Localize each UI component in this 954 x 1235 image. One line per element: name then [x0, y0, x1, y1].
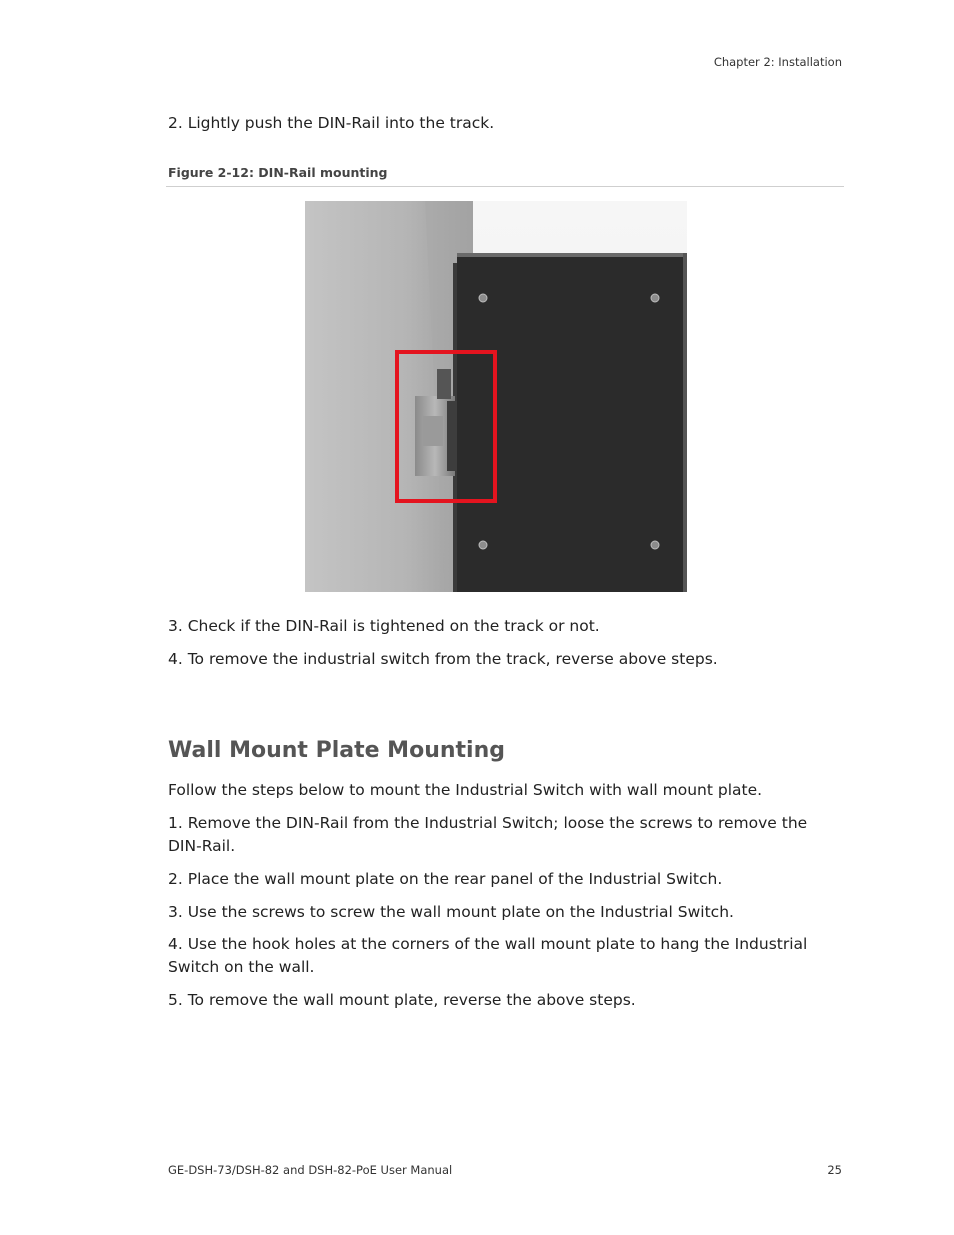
- section-heading: Wall Mount Plate Mounting: [168, 738, 505, 763]
- din-rail-mounting-photo: [305, 201, 687, 592]
- figure-caption: Figure 2-12: DIN-Rail mounting: [168, 165, 388, 180]
- wall-step-5: 5. To remove the wall mount plate, reverse the above steps.: [168, 991, 636, 1009]
- step-3-text: 3. Check if the DIN-Rail is tightened on the track or not.: [168, 617, 600, 635]
- caption-divider: [166, 186, 844, 187]
- wall-step-4: 4. Use the hook holes at the corners of the wall mount plate to hang the Industrial Switch on the wall.: [168, 935, 808, 976]
- wall-step-3: 3. Use the screws to screw the wall mount plate on the Industrial Switch.: [168, 903, 734, 921]
- wall-step-2: 2. Place the wall mount plate on the rear panel of the Industrial Switch.: [168, 870, 723, 888]
- step-4-text: 4. To remove the industrial switch from the track, reverse above steps.: [168, 650, 718, 668]
- section-intro: Follow the steps below to mount the Industrial Switch with wall mount plate.: [168, 781, 763, 799]
- footer-manual-title: GE-DSH-73/DSH-82 and DSH-82-PoE User Manual: [168, 1163, 453, 1177]
- wall-step-1: 1. Remove the DIN-Rail from the Industrial Switch; loose the screws to remove the DIN-Rail.: [168, 814, 808, 855]
- running-header: Chapter 2: Installation: [713, 55, 842, 69]
- step-2-text: 2. Lightly push the DIN-Rail into the track.: [168, 114, 495, 132]
- page-number: 25: [827, 1163, 842, 1177]
